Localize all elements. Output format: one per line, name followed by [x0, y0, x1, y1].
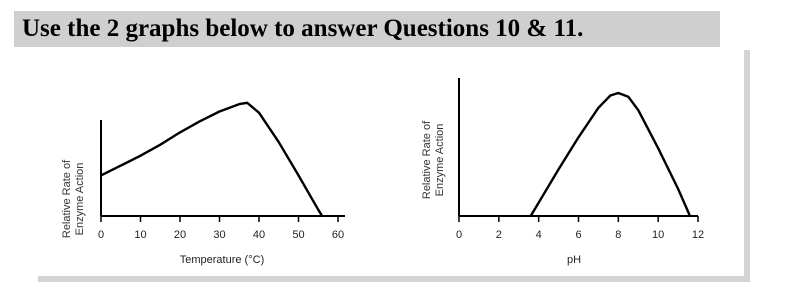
- temp-chart-xlabel: Temperature (°C): [179, 254, 265, 266]
- ph-chart-tick-label-0: 0: [455, 229, 463, 241]
- temp-chart-tick-label-40: 40: [252, 229, 266, 241]
- ph-chart-tick-label-2: 2: [495, 229, 502, 241]
- ph-chart-tick-label-8: 8: [615, 229, 622, 241]
- temp-chart-ylabel-line1: Relative Rate of: [61, 159, 73, 239]
- ph-chart-tick-label-12: 12: [691, 229, 705, 241]
- ph-chart-ylabel-line2: Enzyme Action: [434, 123, 446, 197]
- ph-chart-xlabel: pH: [566, 254, 582, 266]
- temp-chart-curve: [101, 103, 322, 216]
- temp-chart-tick-label-10: 10: [134, 229, 147, 241]
- temperature-chart: [61, 103, 345, 266]
- temp-chart-ylabel-line2: Enzyme Action: [74, 162, 86, 236]
- ph-chart-curve: [531, 93, 690, 216]
- temp-chart-tick-label-20: 20: [173, 229, 187, 241]
- temp-chart-tick-label-60: 60: [331, 229, 345, 241]
- ph-chart-tick-label-6: 6: [575, 229, 582, 241]
- temp-chart-tick-label-0: 0: [97, 229, 105, 241]
- instructions-heading: Use the 2 graphs below to answer Questions 10 & 11.: [14, 11, 720, 47]
- ph-chart-tick-label-4: 4: [535, 229, 542, 241]
- ph-chart: [421, 78, 704, 266]
- ph-chart-ylabel-line1: Relative Rate of: [421, 120, 433, 200]
- temp-chart-tick-label-50: 50: [292, 229, 305, 241]
- temp-chart-tick-label-30: 30: [213, 229, 226, 241]
- ph-chart-tick-label-10: 10: [652, 229, 665, 241]
